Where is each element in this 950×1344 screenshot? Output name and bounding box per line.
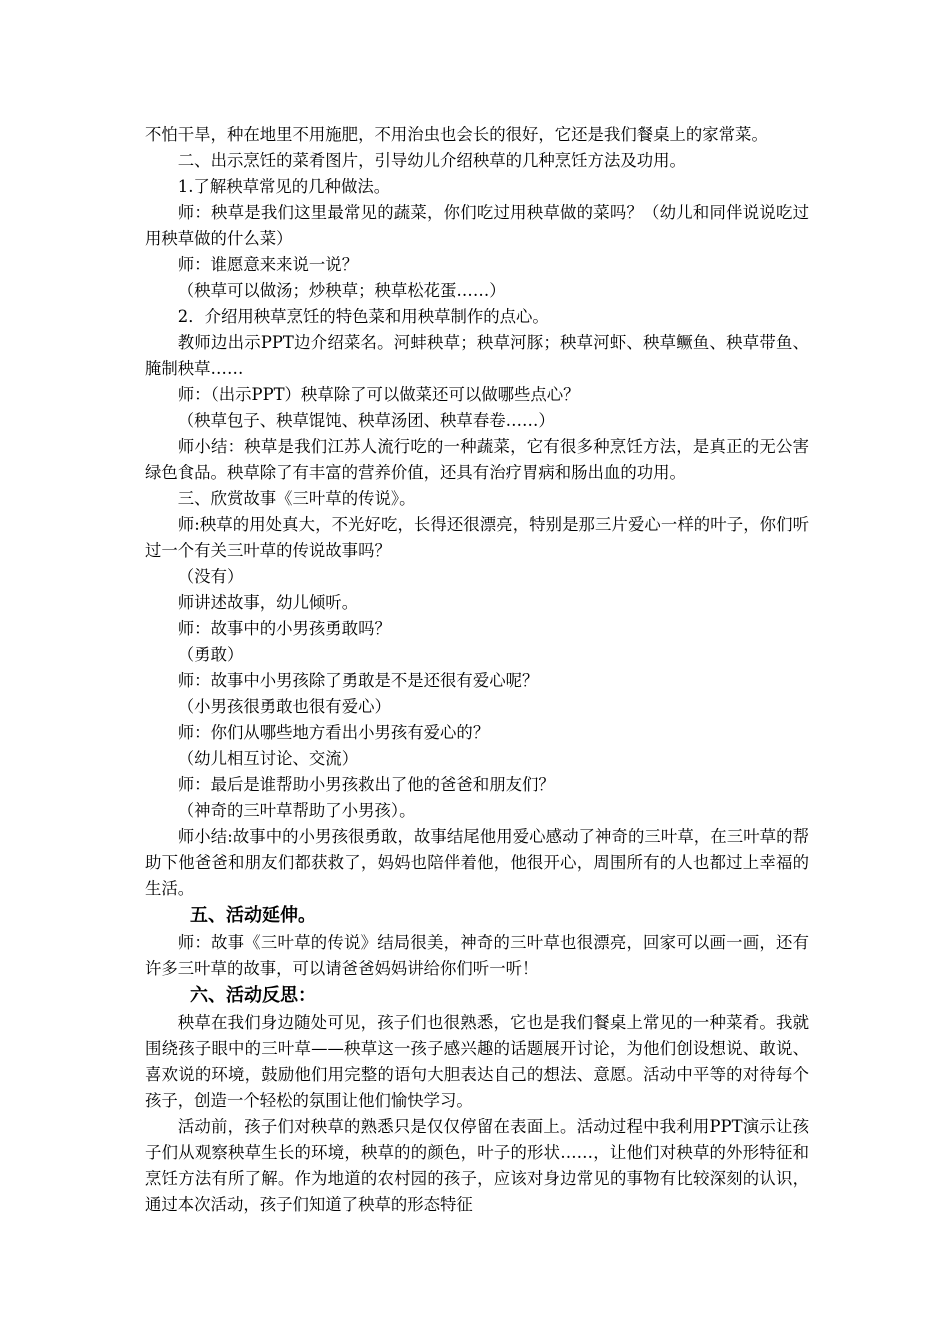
paragraph: （没有） bbox=[177, 567, 244, 586]
paragraph: 师：故事中的小男孩勇敢吗？ bbox=[177, 619, 391, 638]
paragraph: 师：谁愿意来来说一说？ bbox=[177, 255, 359, 274]
paragraph: 师：故事《三叶草的传说》结局很美，神奇的三叶草也很漂亮，回家可以画一画，还有许多三叶草的故事，可以请爸爸妈妈讲给你们听一听！ bbox=[145, 933, 809, 978]
paragraph: 秧草在我们身边随处可见，孩子们也很熟悉，它也是我们餐桌上常见的一种菜肴。我就围绕孩子眼中的三叶草——秧草这一孩子感兴趣的话题展开讨论，为他们创设想说、敢说、喜欢说的环境，鼓励他们用完整的语句大胆表达自己的想法、意愿。活动中平等的对待每个孩子，创造一个轻松的氛围让他们愉快学习。 bbox=[145, 1013, 809, 1110]
document-body bbox=[145, 122, 809, 1218]
paragraph: 师讲述故事，幼儿倾听。 bbox=[177, 593, 359, 612]
section-heading: 五、活动延伸。 bbox=[190, 905, 316, 926]
paragraph: 教师边出示PPT边介绍菜名。河蚌秧草；秧草河豚；秧草河虾、秧草鳜鱼、秧草带鱼、腌制秧草…… bbox=[145, 333, 809, 378]
paragraph: 师：你们从哪些地方看出小男孩有爱心的？ bbox=[177, 723, 490, 742]
paragraph: 师：（出示PPT）秧草除了可以做菜还可以做哪些点心？ bbox=[177, 385, 580, 404]
paragraph: 师小结：秧草是我们江苏人流行吃的一种蔬菜，它有很多种烹饪方法，是真正的无公害绿色食品。秧草除了有丰富的营养价值，还具有治疗胃病和肠出血的功用。 bbox=[145, 437, 809, 482]
paragraph: （幼儿相互讨论、交流） bbox=[177, 749, 359, 768]
paragraph: 三、欣赏故事《三叶草的传说》。 bbox=[177, 489, 416, 508]
paragraph: 师小结:故事中的小男孩很勇敢，故事结尾他用爱心感动了神奇的三叶草，在三叶草的帮助下他爸爸和朋友们都获救了，妈妈也陪伴着他，他很开心，周围所有的人也都过上幸福的生活。 bbox=[145, 827, 809, 898]
paragraph: （小男孩很勇敢也很有爱心） bbox=[177, 697, 391, 716]
paragraph: 活动前，孩子们对秧草的熟悉只是仅仅停留在表面上。活动过程中我利用PPT演示让孩子们从观察秧草生长的环境，秧草的的颜色，叶子的形状……，让他们对秧草的外形特征和烹饪方法有所了解。作为地道的农村园的孩子，应该对身边常见的事物有比较深刻的认识，通过本次活动，孩子们知道了秧草的形态特征 bbox=[145, 1117, 809, 1214]
paragraph: 不怕干旱，种在地里不用施肥，不用治虫也会长的很好，它还是我们餐桌上的家常菜。 bbox=[145, 125, 768, 144]
paragraph: （秧草包子、秧草馄饨、秧草汤团、秧草春卷……） bbox=[177, 411, 555, 430]
paragraph: 1.了解秧草常见的几种做法。 bbox=[177, 177, 391, 196]
paragraph: 二、出示烹饪的菜肴图片，引导幼儿介绍秧草的几种烹饪方法及功用。 bbox=[177, 151, 686, 170]
paragraph: （勇敢） bbox=[177, 645, 244, 664]
paragraph: 师:秧草的用处真大，不光好吃，长得还很漂亮，特别是那三片爱心一样的叶子，你们听过一个有关三叶草的传说故事吗？ bbox=[145, 515, 809, 560]
paragraph: 师：故事中小男孩除了勇敢是不是还很有爱心呢？ bbox=[177, 671, 539, 690]
paragraph: （秧草可以做汤；炒秧草；秧草松花蛋……） bbox=[177, 281, 506, 300]
paragraph: （神奇的三叶草帮助了小男孩）。 bbox=[177, 801, 416, 820]
paragraph: 2．介绍用秧草烹饪的特色菜和用秧草制作的点心。 bbox=[177, 307, 549, 326]
paragraph: 师：秧草是我们这里最常见的蔬菜，你们吃过用秧草做的菜吗？（幼儿和同伴说说吃过用秧草做的什么菜） bbox=[145, 203, 809, 248]
paragraph: 师：最后是谁帮助小男孩救出了他的爸爸和朋友们？ bbox=[177, 775, 555, 794]
section-heading: 六、活动反思： bbox=[190, 985, 316, 1006]
